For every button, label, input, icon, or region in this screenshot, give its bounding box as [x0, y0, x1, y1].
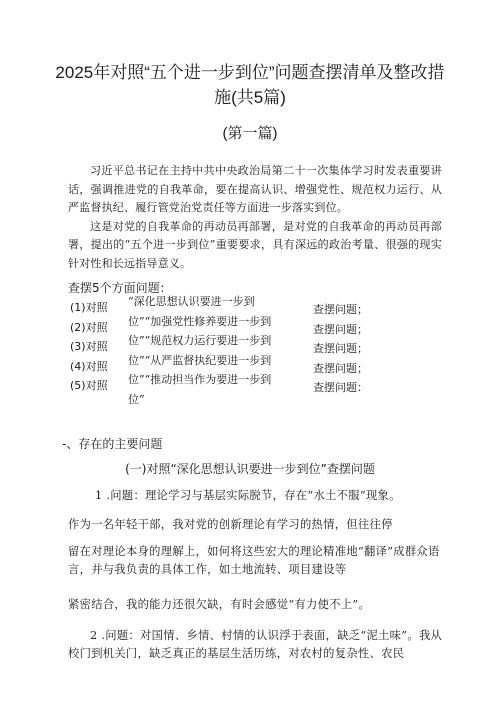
body-paragraph: 紧密结合，我的能力还很欠缺，有时会感觉“有力使不上”。 — [68, 598, 371, 611]
item-label: (2)对照 — [70, 320, 108, 334]
item-text: 位”“加强党性修养要进一步到 — [128, 314, 272, 328]
item-text: 位”“推动担当作为要进一步到 — [128, 373, 272, 386]
item-end: 查摆问题； — [313, 322, 368, 336]
item-label: (4)对照 — [70, 359, 108, 373]
check-heading: 查摆5个方面问题： — [68, 281, 172, 295]
item-end: 查摆问题； — [313, 342, 368, 355]
section-heading: -、存在的主要问题 — [62, 437, 163, 451]
body-paragraph: 作为一名年轻干部，我对党的创新理论有学习的热情，但往往停 — [68, 518, 393, 531]
item-end: 查摆问题： — [313, 381, 368, 394]
item-labels — [70, 298, 108, 396]
document-subtitle: (第一篇) — [222, 125, 278, 142]
intro-section — [68, 162, 442, 273]
item-text: “深化思想认识要进一步到 — [128, 295, 255, 308]
item-label: (5)对照 — [70, 379, 108, 392]
item-label: (1)对照 — [70, 301, 108, 314]
body-paragraph: 2 .问题：对国情、乡情、村情的认识浮于表面，缺乏“泥土味”。我从校门到机关门，缺乏真正的基层生活历练，对农村的复杂性、农民 — [68, 629, 443, 660]
item-text: 位”“规范权力运行要进一步到 — [128, 334, 272, 347]
item-ends — [313, 300, 368, 398]
check-items — [70, 295, 450, 408]
intro-paragraph: 习近平总书记在主持中共中央政治局第二十一次集体学习时发表重要讲话，强调推进党的自我革命，要在提高认识、增强党性、规范权力运行、从严监督执纪、履行管党治党责任等方面进一步落实到位。 — [68, 164, 442, 214]
subsection-heading: (一)对照“深化思想认识要进一步到位”查摆问题 — [125, 462, 375, 476]
document-title: 2025年对照“五个进一步到位”问题查摆清单及整改措施(共5篇) — [55, 63, 445, 107]
item-end: 查摆问题； — [313, 361, 368, 375]
intro-paragraph: 这是对党的自我革命的再动员再部署，是对党的自我革命的再动员再部署，提出的“五个进一步到位”重要要求，具有深远的政治考量、很强的现实针对性和长远指导意义。 — [68, 219, 442, 270]
item-text: 位” — [128, 392, 145, 406]
item-label: (3)对照 — [70, 340, 108, 353]
item-texts — [128, 292, 298, 409]
body-paragraph: 1 .问题：理论学习与基层实际脱节，存在“水土不服”现象。 — [95, 489, 401, 502]
body-paragraph: 留在对理论本身的理解上，如何将这些宏大的理论精准地“翻译”成群众语言，并与我负责的具体工作，如土地流转、项目建设等 — [68, 545, 440, 576]
item-text: 位”“从严监督执纪要进一步到 — [128, 353, 272, 367]
item-end: 查摆问题； — [313, 303, 368, 316]
